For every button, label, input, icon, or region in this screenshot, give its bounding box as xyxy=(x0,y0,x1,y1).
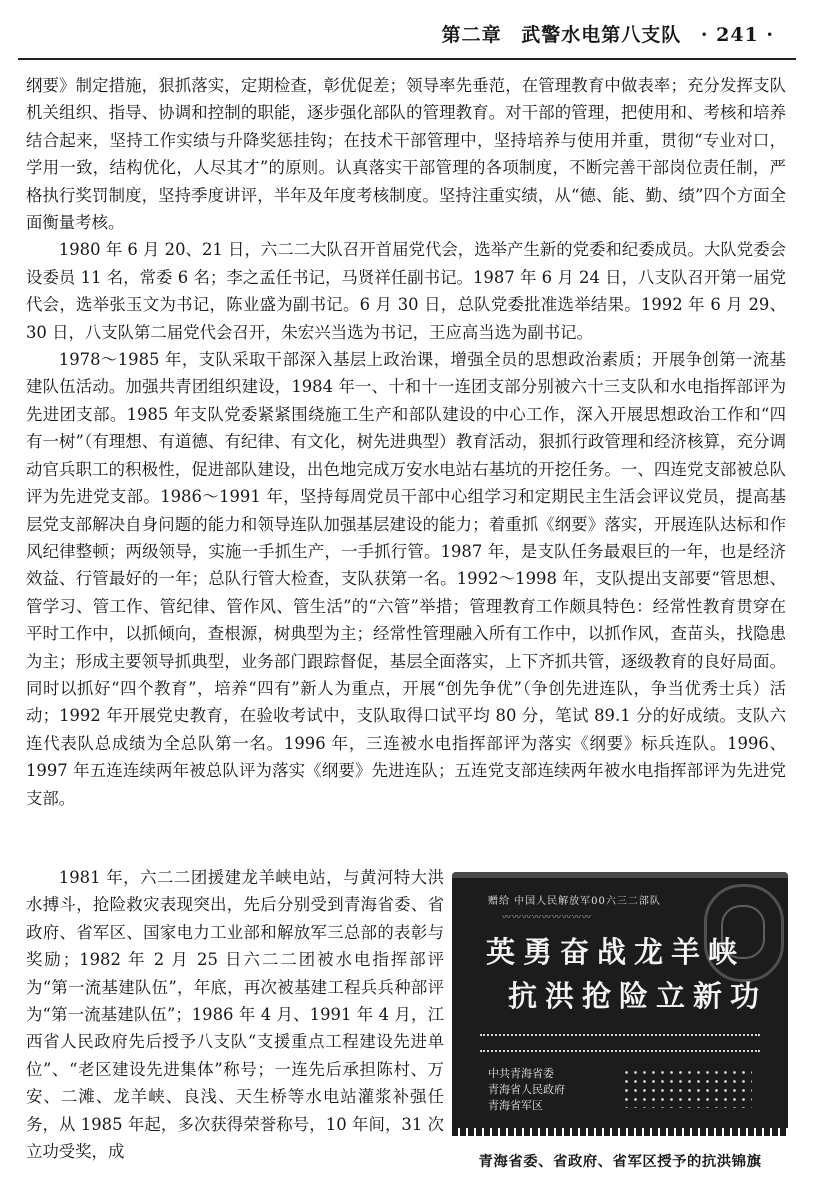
paragraph-honors: 1981 年，六二二团援建龙羊峡电站，与黄河特大洪水搏斗，抢险救灾表现突出，先后分别受到青海省委、省政府、省军区、国家电力工业部和解放军三总部的表彰与奖励；1982 年 2 月 25 日六二二团被水电指挥部评为“第一流基建队伍”，年底，再次被基建工程兵兵种部评为“第一流基建队伍”；1986 年 4 月、1991 年 4 月，江西省人民政府先后授予八支队“支援重点工程建设先进单位”、“老区建设先进集体”称号；一连先后承担陈村、万安、二滩、龙羊峡、良浅、天生桥等水电站灌浆补强任务，从 1985 年起，多次获得荣誉称号，10 年间，31 次立功受奖，成 xyxy=(26,868,444,1162)
page-header xyxy=(0,0,814,60)
figure-banner-photo xyxy=(452,872,788,1140)
banner-givers xyxy=(488,1066,565,1114)
paragraph-political-education: 1978～1985 年，支队采取干部深入基层上政治课，增强全员的思想政治素质；开展争创第一流基建队伍活动。加强共青团组织建设，1984 年一、十和十一连团支部分别被六十三支队和水电指挥部评为先进团支部。1985 年支队党委紧紧围绕施工生产和部队建设的中心工作，深入开展思想政治工作和“四有一树”（有理想、有道德、有纪律、有文化，树先进典型）教育活动，狠抓行政管理和经济核算，充分调动官兵职工的积极性，促进部队建设，出色地完成万安水电站右基坑的开挖任务。一、四连党支部被总队评为先进党支部。1986～1991 年，坚持每周党员干部中心组学习和定期民主生活会评议党员，提高基层党支部解决自身问题的能力和领导连队加强基层建设的能力；着重抓《纲要》落实，开展连队达标和作风纪律整顿；两级领导，实施一手抓生产，一手抓行管。1987 年，是支队任务最艰巨的一年，也是经济效益、行管最好的一年；总队行管大检查，支队获第一名。1992～1998 年，支队提出支部要“管思想、管学习、管工作、管纪律、管作风、管生活”的“六管”举措；管理教育工作颇具特色：经常性教育贯穿在平时工作中，以抓倾向，查根源，树典型为主；经常性管理融入所有工作中，以抓作风，查苗头，找隐患为主；形成主要领导抓典型，业务部门跟踪督促，基层全面落实，上下齐抓共管，逐级教育的良好局面。同时以抓好“四个教育”，培养“四有”新人为重点，开展“创先争优”（争创先进连队，争当优秀士兵）活动；1992 年开展党史教育，在验收考试中，支队取得口试平均 80 分，笔试 89.1 分的好成绩。支队六连代表队总成绩为全总队第一名。1996 年，三连被水电指挥部评为落实《纲要》标兵连队。1996、1997 年五连连续两年被总队评为落实《纲要》先进连队；五连党支部连续两年被水电指挥部评为先进党支部。 xyxy=(26,350,786,808)
running-head xyxy=(430,20,774,47)
paragraph-continued: 纲要》制定措施，狠抓落实，定期检查，彰优促差；领导率先垂范，在管理教育中做表率；充分发挥支队机关组织、指导、协调和控制的职能，逐步强化部队的管理教育。对干部的管理，把使用和、考核和培养结合起来，坚持工作实绩与升降奖惩挂钩；在技术干部管理中，坚持培养与使用并重，贯彻“专业对口，学用一致，结构优化，人尽其才”的原则。认真落实干部管理的各项制度，不断完善干部岗位责任制，严格执行奖罚制度，坚持季度讲评，半年及年度考核制度。坚持注重实绩，从“德、能、勤、绩”四个方面全面衡量考核。 xyxy=(26,76,786,233)
banner-fringe xyxy=(452,1128,788,1136)
banner-slogan-line1: 英勇奋战龙羊峡 xyxy=(486,935,746,969)
banner-giver: 中共青海省委 xyxy=(488,1067,554,1080)
chapter-title: 武警水电第八支队 xyxy=(521,24,682,46)
header-rule xyxy=(18,58,796,60)
banner-pole xyxy=(452,872,788,878)
paragraph-party-congress: 1980 年 6 月 20、21 日，六二二大队召开首届党代会，选举产生新的党委和纪委成员。大队党委会设委员 11 名，常委 6 名；李之孟任书记，马贤祥任副书记。1987 年 6 月 24 日，八支队召开第一届党代会，选举张玉文为书记，陈业盛为副书记。6 月 30 日，总队党委批准选举结果。1992 年 6 月 29、30 日，八支队第二届党代会召开，朱宏兴当选为书记，王应高当选为副书记。 xyxy=(26,240,786,342)
banner-tibetan-script xyxy=(480,1034,760,1052)
banner-slogan-line2: 抗洪抢险立新功 xyxy=(508,979,768,1013)
banner-recipient-tibetan: 〰〰〰〰〰〰〰〰〰 xyxy=(502,913,593,923)
body-text xyxy=(26,72,786,812)
banner-giver: 青海省军区 xyxy=(488,1099,543,1112)
figure-caption: 青海省委、省政府、省军区授予的抗洪锦旗 xyxy=(478,1153,762,1170)
banner-giver: 青海省人民政府 xyxy=(488,1083,565,1096)
banner-tibetan-givers xyxy=(622,1068,752,1108)
silk-banner-image xyxy=(452,872,788,1136)
banner-recipient: 赠给 中国人民解放军00六三二部队 xyxy=(488,896,661,907)
page-number: · 241 · xyxy=(700,24,774,46)
chapter-label: 第二章 xyxy=(441,24,502,46)
